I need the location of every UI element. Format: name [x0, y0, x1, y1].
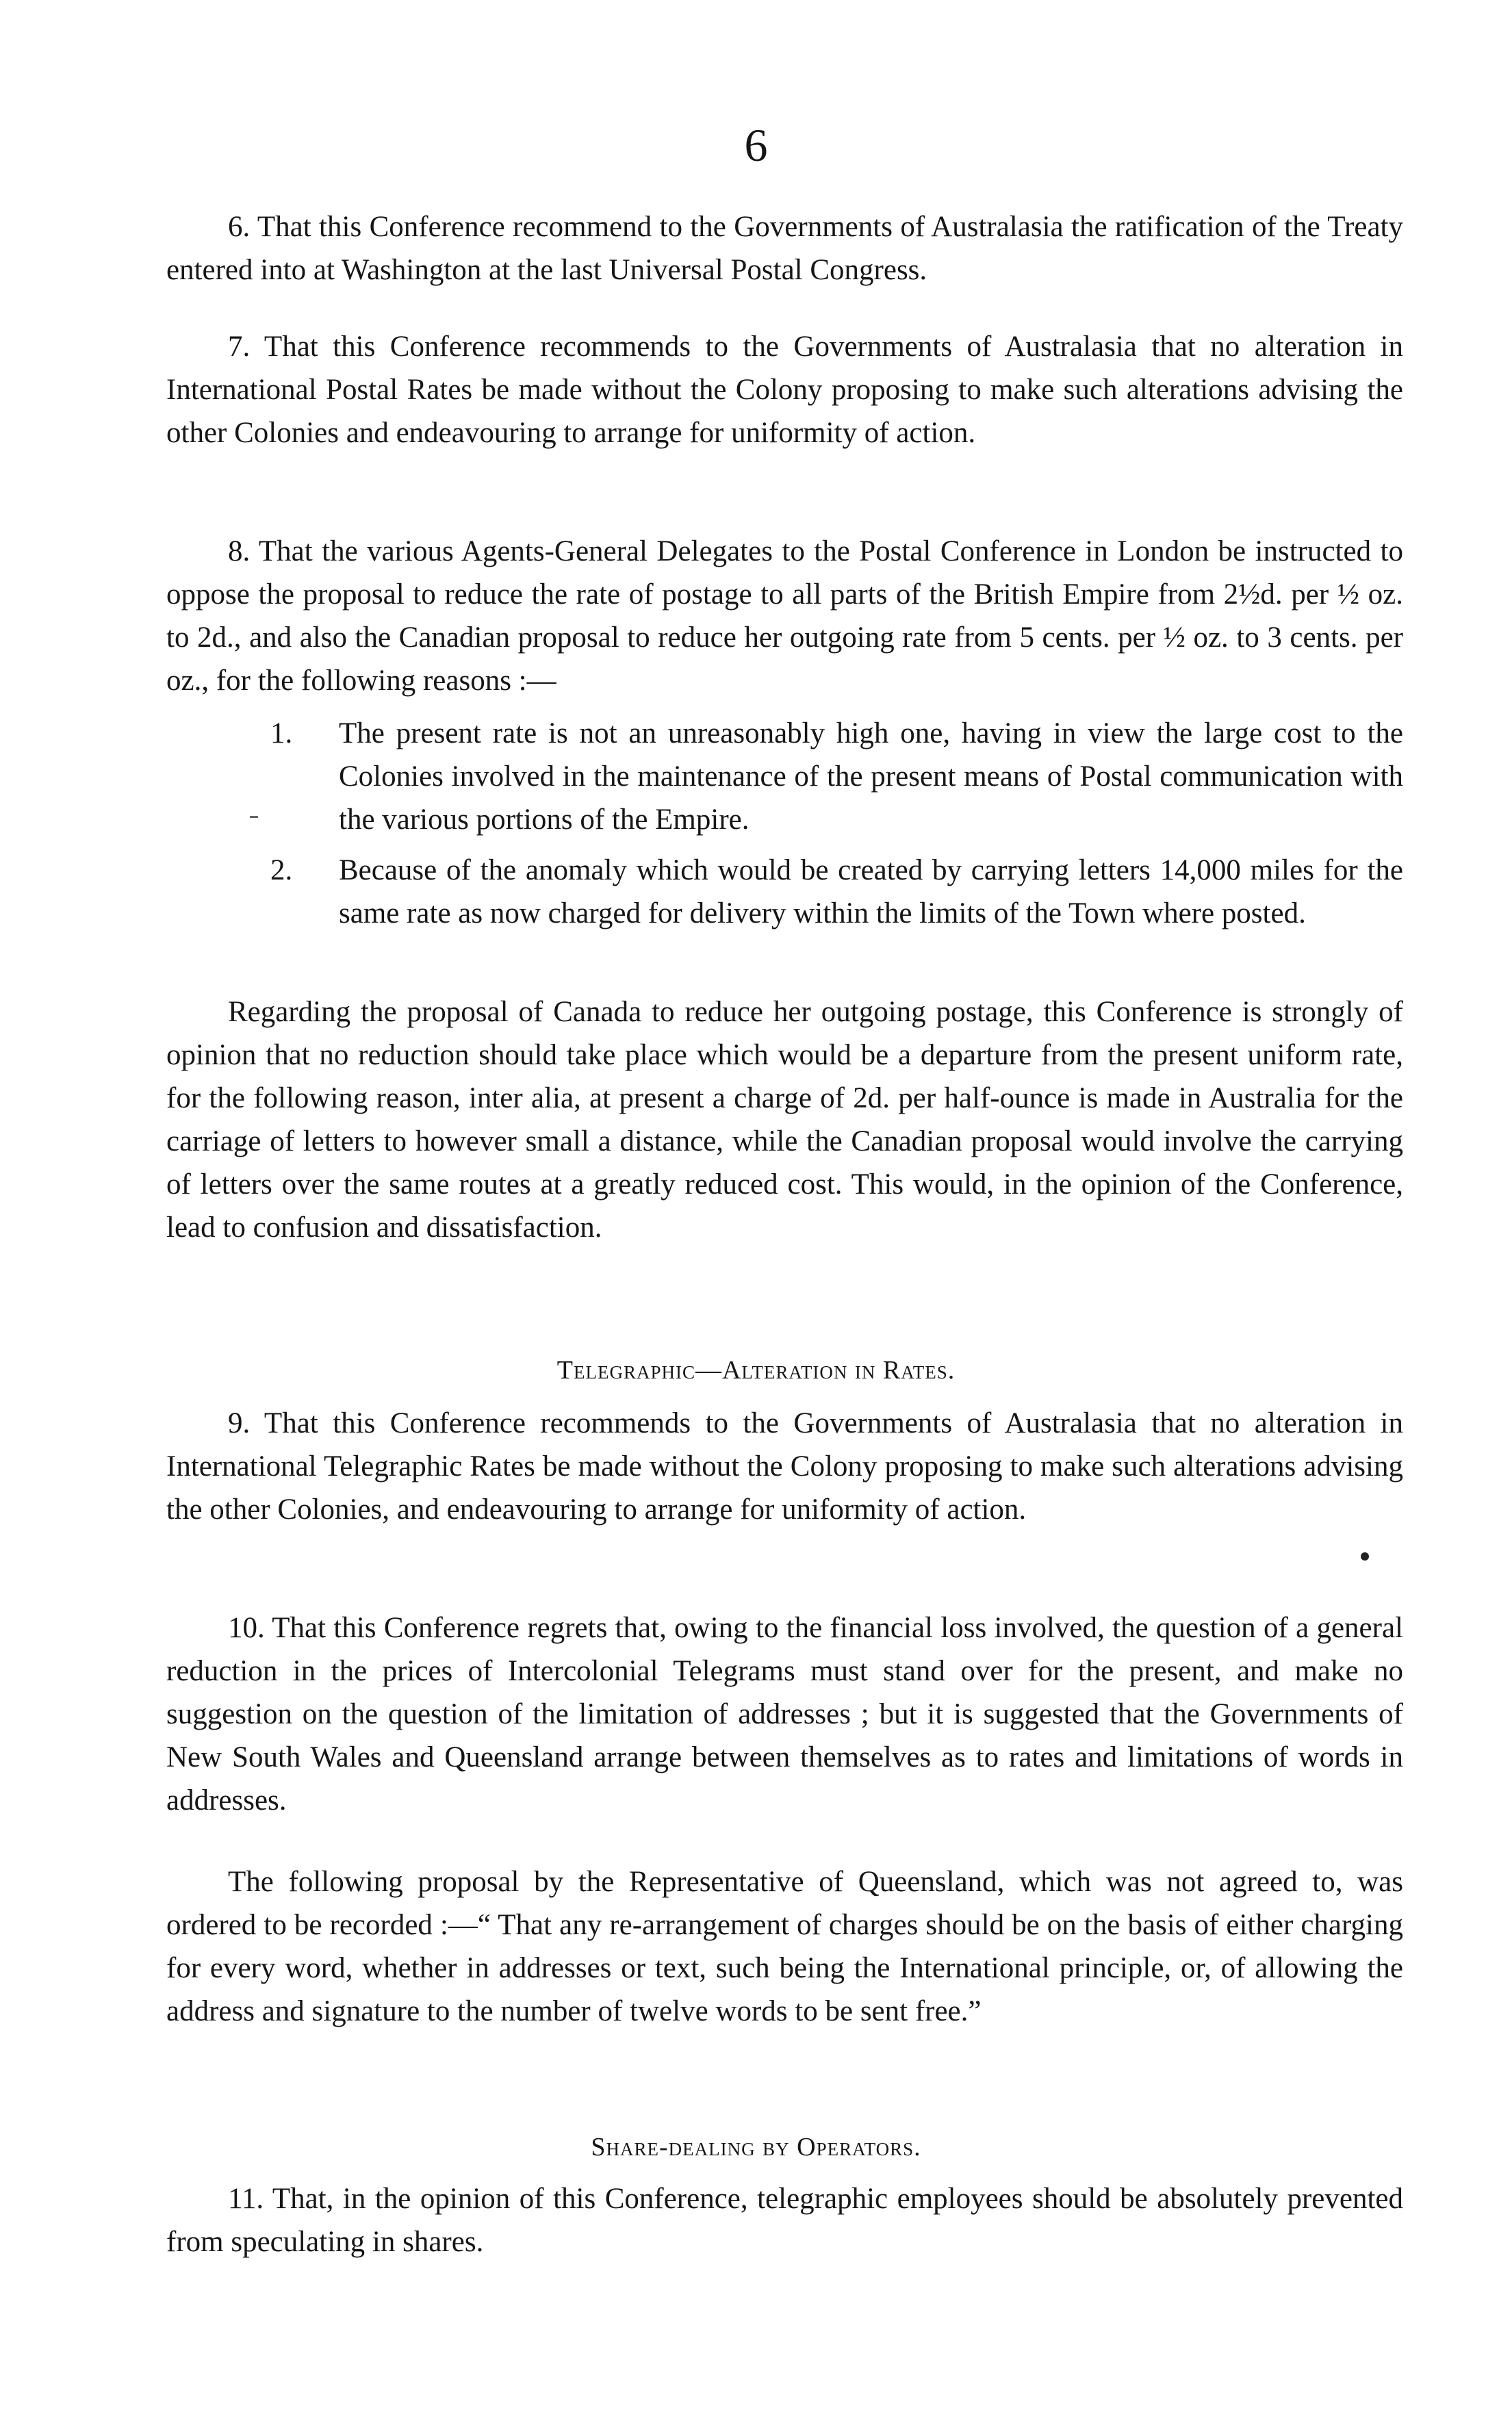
resolution-7	[166, 325, 1403, 454]
paragraph-text: Regarding the proposal of Canada to reduce her outgoing postage, this Conference is strongly of opinion that no reduction should take place which would be a departure from the present uniform rate, for the following reason, inter alia, at present a charge of 2d. per half-ounce is made in Australia for the carriage of letters to however small a distance, while the Canadian proposal would involve the carrying of letters over the same routes at a greatly reduced cost. This would, in the opinion of the Conference, lead to confusion and dissatisfaction.	[166, 996, 1403, 1244]
paragraph-text: The following proposal by the Representative of Queensland, which was not agreed to, was ordered to be recorded :—“ That any re-arrangement of charges should be on the basis of either charging for every word, whether in addresses or text, such being the International principle, or, of allowing the address and signature to the number of twelve words to be sent free.”	[166, 1866, 1403, 2027]
resolution-text: 11. That, in the opinion of this Conference, telegraphic employees should be absolutely prevented from speculating in shares.	[166, 2183, 1403, 2258]
resolution-text: 6. That this Conference recommend to the Governments of Australasia the ratification of the Treaty entered into at Washington at the last Universal Postal Congress.	[166, 211, 1403, 286]
resolution-11	[166, 2177, 1403, 2263]
resolution-9	[166, 1402, 1403, 1531]
ink-mark	[1361, 1552, 1369, 1561]
resolution-text: 7. That this Conference recommends to the Governments of Australasia that no alteration in International Postal Rates be made without the Colony proposing to make such alterations advising the other Colonies and endeavouring to arrange for uniformity of action.	[166, 331, 1403, 449]
canada-paragraph	[166, 990, 1403, 1249]
resolution-8	[166, 530, 1403, 702]
resolution-text: 8. That the various Agents-General Delegates to the Postal Conference in London be instructed to oppose the proposal to reduce the rate of postage to all parts of the British Empire from 2½d. per ½ oz. to 2d., and also the Canadian proposal to reduce her outgoing rate from 5 cents. per ½ oz. to 3 cents. per oz., for the following reasons :—	[166, 535, 1403, 697]
reason-number: 1.	[270, 717, 293, 749]
resolution-10	[166, 1606, 1403, 1822]
resolution-text: 9. That this Conference recommends to the Governments of Australasia that no alteration in International Telegraphic Rates be made without the Colony proposing to make such alterations advising the other Colonies, and endeavouring to arrange for uniformity of action.	[166, 1407, 1403, 1526]
section-heading-share-dealing: Share-dealing by Operators.	[591, 2133, 921, 2161]
resolution-6	[166, 205, 1403, 292]
reason-number: 2.	[270, 854, 293, 886]
section-heading-telegraphic: Telegraphic—Alteration in Rates.	[556, 1356, 956, 1385]
ink-mark	[250, 816, 258, 818]
reason-item	[270, 712, 1403, 841]
queensland-paragraph	[166, 1860, 1403, 2033]
page-number: 6	[744, 119, 768, 171]
reason-item	[270, 849, 1403, 935]
resolution-text: 10. That this Conference regrets that, owing to the financial loss involved, the question of a general reduction in the prices of Intercolonial Telegrams must stand over for the present, and make no suggestion on the question of the limitation of addresses ; but it is suggested that the Governments of New South Wales and Queensland arrange between themselves as to rates and limitations of words in addresses.	[166, 1612, 1403, 1817]
reason-text: Because of the anomaly which would be created by carrying letters 14,000 miles for the same rate as now charged for delivery within the limits of the Town where posted.	[339, 854, 1403, 929]
reason-text: The present rate is not an unreasonably high one, having in view the large cost to the Colonies involved in the maintenance of the present means of Postal communication with the various portions of the Empire.	[339, 717, 1403, 836]
